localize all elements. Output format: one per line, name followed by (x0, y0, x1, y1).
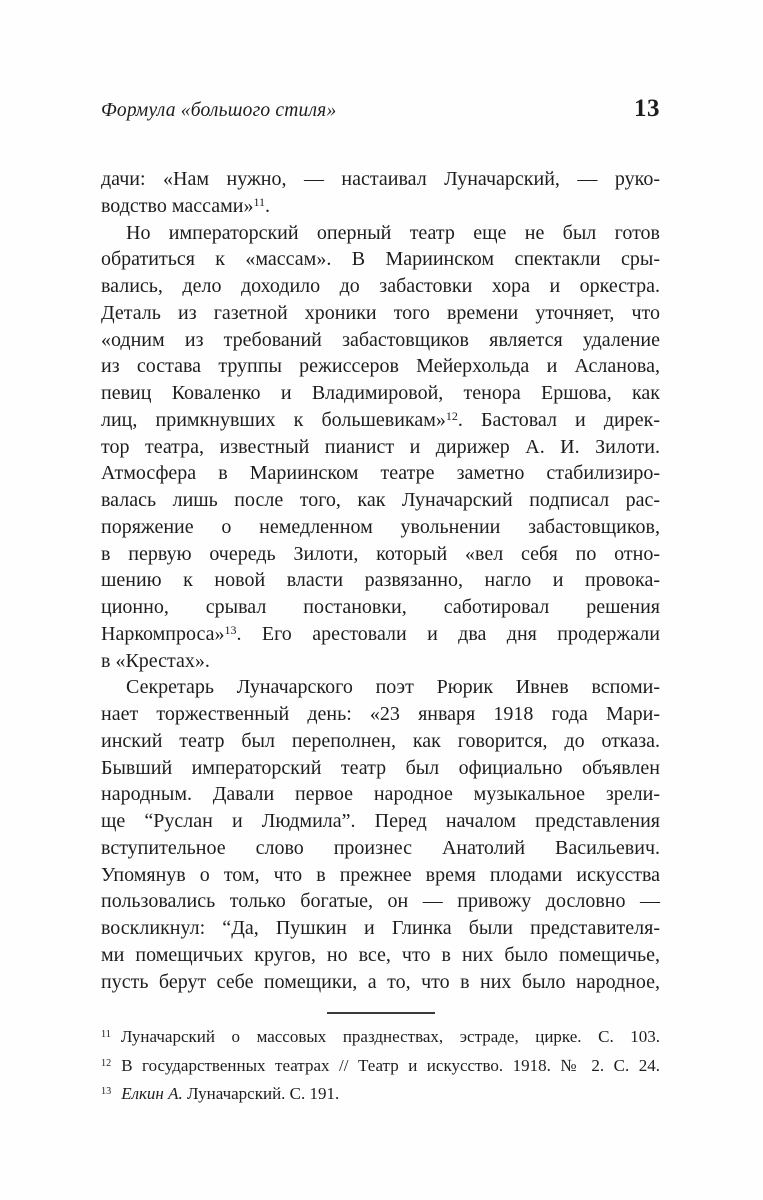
text-line (101, 300, 660, 327)
text-segment: ми помещичьих кругов, но все, что в них было помещичье, (101, 943, 660, 966)
text-segment: лиц, примкнувших к большевикам» (101, 408, 446, 431)
page-content (101, 95, 660, 1109)
text-segment: пользовались только богатые, он — привожу дословно — (101, 890, 660, 913)
text-segment: валась лишь после того, как Луначарский подписал рас- (101, 489, 660, 511)
text-line (101, 220, 660, 247)
text-line (101, 246, 660, 273)
text-line (101, 915, 660, 942)
text-segment: поряжение о немедленном увольнении забастовщиков, (101, 515, 660, 538)
text-line (101, 594, 660, 621)
footnotes-list (101, 1023, 660, 1109)
text-segment: Наркомпроса» (101, 622, 225, 645)
footnote-number: 13 (101, 1086, 112, 1098)
text-segment: обратиться к «массам». В Мариинском спектакли сры- (101, 248, 660, 271)
text-line (101, 193, 660, 220)
body-text (101, 166, 660, 995)
text-segment: Елкин А. (121, 1084, 183, 1104)
text-segment: Луначарский о массовых празднествах, эстраде, цирке. С. 103. (120, 1027, 660, 1047)
text-segment: певиц Коваленко и Владимировой, тенора Ершова, как (101, 382, 660, 404)
text-line (101, 567, 660, 594)
text-line (101, 380, 660, 407)
text-segment: Атмосфера в Мариинском театре заметно стабилизиро- (101, 462, 660, 485)
text-segment: дачи: «Нам нужно, — настаивал Луначарский, — руко- (101, 168, 660, 190)
text-segment: пусть берут себе помещики, а то, что в них было народное, (101, 970, 660, 993)
text-segment: шению к новой власти развязанно, нагло и провока- (101, 569, 660, 592)
text-segment: вступительное слово произнес Анатолий Васильевич. (101, 836, 660, 859)
text-segment: тор театра, известный пианист и дирижер А. И. Зилоти. (101, 435, 660, 458)
text-line (101, 407, 660, 434)
text-segment: Но императорский оперный театр еще не был готов (126, 221, 660, 244)
text-segment: Деталь из газетной хроники того времени уточняет, что (101, 301, 660, 324)
text-segment: Луначарский. С. 191. (182, 1084, 340, 1104)
text-segment: нает торжественный день: «23 января 1918 года Мари- (101, 703, 660, 725)
text-segment: народным. Давали первое народное музыкальное зрели- (101, 783, 660, 806)
text-segment: водство массами» (101, 194, 254, 217)
footnote-number: 12 (101, 1057, 112, 1069)
text-segment: «одним из требований забастовщиков является удаление (101, 328, 660, 351)
footnote (101, 1023, 660, 1052)
text-segment: . Его арестовали и два дня продержали (236, 622, 660, 645)
text-segment: воскликнул: “Да, Пушкин и Глинка были представителя- (101, 917, 660, 939)
text-line (101, 808, 660, 835)
text-line (101, 862, 660, 889)
text-line (101, 327, 660, 354)
text-line (101, 781, 660, 808)
text-segment: в первую очередь Зилоти, который «вел себя по отно- (101, 542, 660, 565)
paragraph (101, 166, 660, 220)
text-line (101, 460, 660, 487)
text-segment: вались, дело доходило до забастовки хора и оркестра. (101, 275, 660, 297)
text-line (101, 541, 660, 568)
text-segment: Бывший императорский театр был официально объявлен (101, 756, 660, 779)
text-segment: ционно, срывал постановки, саботировал решения (101, 596, 660, 618)
text-segment: в «Крестах». (101, 649, 210, 672)
footnote-reference: 13 (224, 622, 237, 637)
text-segment: инский театр был переполнен, как говорится, до отказа. (101, 729, 660, 752)
text-line (101, 701, 660, 728)
paragraph (101, 220, 660, 675)
text-line (101, 835, 660, 862)
text-line (101, 487, 660, 514)
text-segment: ще “Руслан и Людмила”. Перед началом представления (101, 810, 660, 832)
footnote-reference: 12 (445, 408, 458, 423)
text-segment: Упомянув о том, что в прежнее время плодами искусства (101, 863, 660, 886)
running-head: Формула «большого стиля» (101, 100, 337, 121)
text-segment: В государственных театрах // Театр и искусство. 1918. № 2. С. 24. (121, 1055, 660, 1075)
paragraph (101, 674, 660, 995)
footnote-separator (327, 1012, 435, 1014)
text-segment: . (265, 194, 271, 217)
footnote-reference: 11 (253, 194, 266, 209)
text-line (101, 674, 660, 701)
text-line (101, 621, 660, 648)
footnote (101, 1052, 660, 1081)
page-header (101, 95, 660, 125)
text-line (101, 942, 660, 969)
text-line (101, 888, 660, 915)
text-line (101, 514, 660, 541)
text-segment: . Бастовал и дирек- (457, 408, 660, 431)
page-number: 13 (634, 95, 660, 122)
text-line (101, 434, 660, 461)
footnote (101, 1080, 660, 1109)
text-line (101, 166, 660, 193)
text-line (101, 969, 660, 996)
text-line (101, 353, 660, 380)
footnote-number: 11 (101, 1029, 111, 1041)
text-segment: Секретарь Луначарского поэт Рюрик Ивнев вспоми- (126, 676, 660, 699)
text-line (101, 273, 660, 300)
text-line (101, 728, 660, 755)
text-line (101, 755, 660, 782)
text-segment: из состава труппы режиссеров Мейерхольда и Асланова, (101, 355, 660, 378)
text-line (101, 648, 660, 675)
